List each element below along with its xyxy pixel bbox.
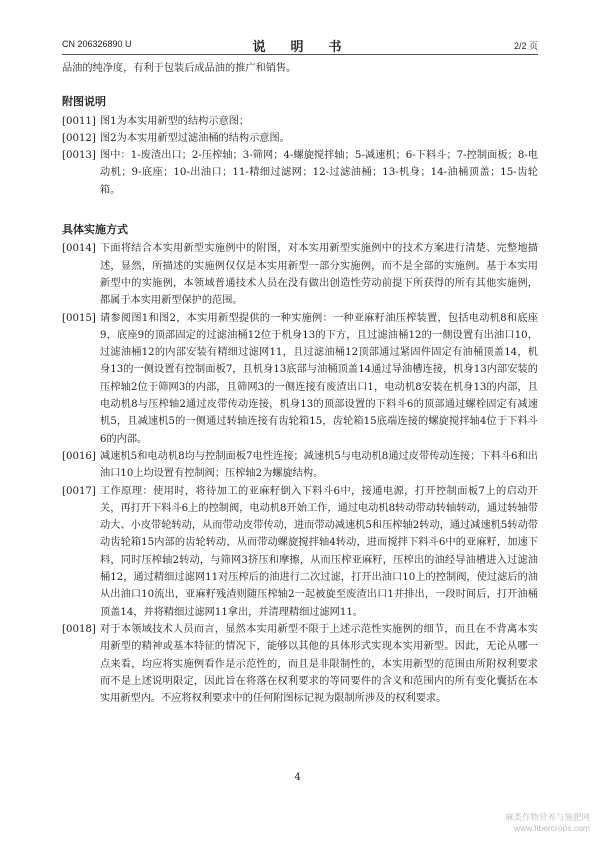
page-header (62, 36, 538, 55)
paragraph-number: [0011] (62, 115, 96, 127)
paragraph-text: 减速机5和电动机8均与控制面板7电性连接；减速机5与电动机8通过皮带传动连接；下料斗6和出油口10上均设置有控制阀；压榨轴2为螺旋结构。 (100, 450, 538, 480)
paragraph-text: 对于本领域技术人员而言，显然本实用新型不限于上述示范性实施例的细节，而且在不背离本实用新型的精神或基本特征的情况下，能够以其他的具体形式实现本实用新型。因此，无论从哪一点来看，均应将实施例看作是示范性的，而且是非限制性的，本实用新型的范围由所附权利要求而不是上述说明限定，因此旨在将落在权利要求的等同要件的含义和范围内的所有变化囊括在本实用新型内。不应将权利要求中的任何附图标记视为限制所涉及的权利要求。 (100, 623, 538, 705)
document-body (62, 60, 538, 707)
paragraph-number: [0012] (62, 132, 96, 144)
paragraph (62, 621, 538, 707)
paragraph-text: 图1为本实用新型的结构示意图； (100, 115, 250, 127)
paragraph (62, 483, 538, 621)
header-rule (62, 54, 538, 55)
patent-number: CN 206326890 U (62, 39, 132, 49)
paragraph (62, 130, 538, 147)
intro-line: 品油的纯净度，有利于包装后成品油的推广和销售。 (62, 63, 297, 74)
watermark-site-name: 麻类作物营养与施肥网 (504, 812, 590, 822)
paragraph-number: [0014] (62, 243, 96, 255)
section-title-drawings: 附图说明 (62, 95, 106, 109)
paragraph-number: [0015] (62, 312, 96, 324)
paragraph-text: 图中：1-废渣出口；2-压榨轴；3-筛网；4-螺旋搅拌轴；5-减速机；6-下料斗；7-控制面板；8-电动机；9-底座；10-出油口；11-精细过滤网；12-过滤油桶；13-机身；14-油桶顶盖；15-齿轮箱。 (100, 150, 538, 196)
paragraph-number: [0017] (62, 485, 96, 497)
paragraph (62, 240, 538, 309)
paragraph-text: 工作原理：使用时，将待加工的亚麻籽倒入下料斗6中，接通电源，打开控制面板7上的启动开关，再打开下料斗6上的控制阀，电动机8开始工作，通过电动机8转动带动转轴转动，通过转轴带动大、小皮带轮转动，从而带动皮带传动，进而带动减速机5和压榨轴2转动，通过减速机5转动带动齿轮箱15内部的齿轮转动，从而带动螺旋搅拌轴4转动，进而搅拌下料斗6中的亚麻籽，加速下料，同时压榨轴2转动，与筛网3挤压和摩擦，从而压榨亚麻籽，压榨出的油经导油槽进入过滤油桶12，通过精细过滤网11对压榨后的油进行二次过滤，打开出油口10上的控制阀，使过滤后的油从出油口10流出，亚麻籽残渣则随压榨轴2一起被旋至废渣出口1并排出，一段时间后，打开油桶顶盖14，并将精细过滤网11拿出，并清理精细过滤网11。 (100, 485, 538, 618)
paragraph-number: [0016] (62, 450, 96, 462)
page-number: 4 (294, 772, 301, 783)
paragraph-text: 请参阅图1和图2，本实用新型提供的一种实施例：一种亚麻籽油压榨装置，包括电动机8和底座9，底座9的顶部固定的过滤油桶12位于机身13的下方，且过滤油桶12的一侧设置有出油口10，过滤油桶12的内部安装有精细过滤网11，且过滤油桶12顶部通过紧固件固定有油桶顶盖14，机身13的一侧设置有控制面板7，且机身13底部与油桶顶盖14通过导油槽连接，机身13内部安装的压榨轴2位于筛网3的内部，且筛网3的一侧连接有废渣出口1，电动机8安装在机身13的内部，且电动机8与压榨轴2通过皮带传动连接，机身13的顶部设置的下料斗6的顶部通过螺栓固定有减速机5，且减速机5的一侧通过转轴连接有齿轮箱15，齿轮箱15底端连接的螺旋搅拌轴4位于下料斗6的内部。 (100, 312, 538, 445)
paragraph (62, 147, 538, 199)
paragraph-text: 图2为本实用新型过滤油桶的结构示意图。 (100, 132, 290, 144)
paragraph (62, 448, 538, 483)
document-title: 说 明 书 (252, 40, 348, 55)
paragraph-text: 下面将结合本实用新型实施例中的附图，对本实用新型实施例中的技术方案进行清楚、完整地描述，显然，所描述的实施例仅仅是本实用新型一部分实施例，而不是全部的实施例。基于本实用新型中的实施例，本领域普通技术人员在没有做出创造性劳动前提下所获得的所有其他实施例，都属于本实用新型保护的范围。 (100, 243, 538, 307)
watermark-url: www.fibercrops.com (513, 823, 590, 833)
section-title-embodiment: 具体实施方式 (62, 223, 128, 237)
page-indicator: 2/2 页 (513, 41, 538, 51)
paragraph (62, 310, 538, 448)
site-watermark (468, 812, 590, 834)
paragraph-number: [0013] (62, 150, 96, 162)
paragraph (62, 113, 538, 130)
paragraph-number: [0018] (62, 623, 96, 635)
